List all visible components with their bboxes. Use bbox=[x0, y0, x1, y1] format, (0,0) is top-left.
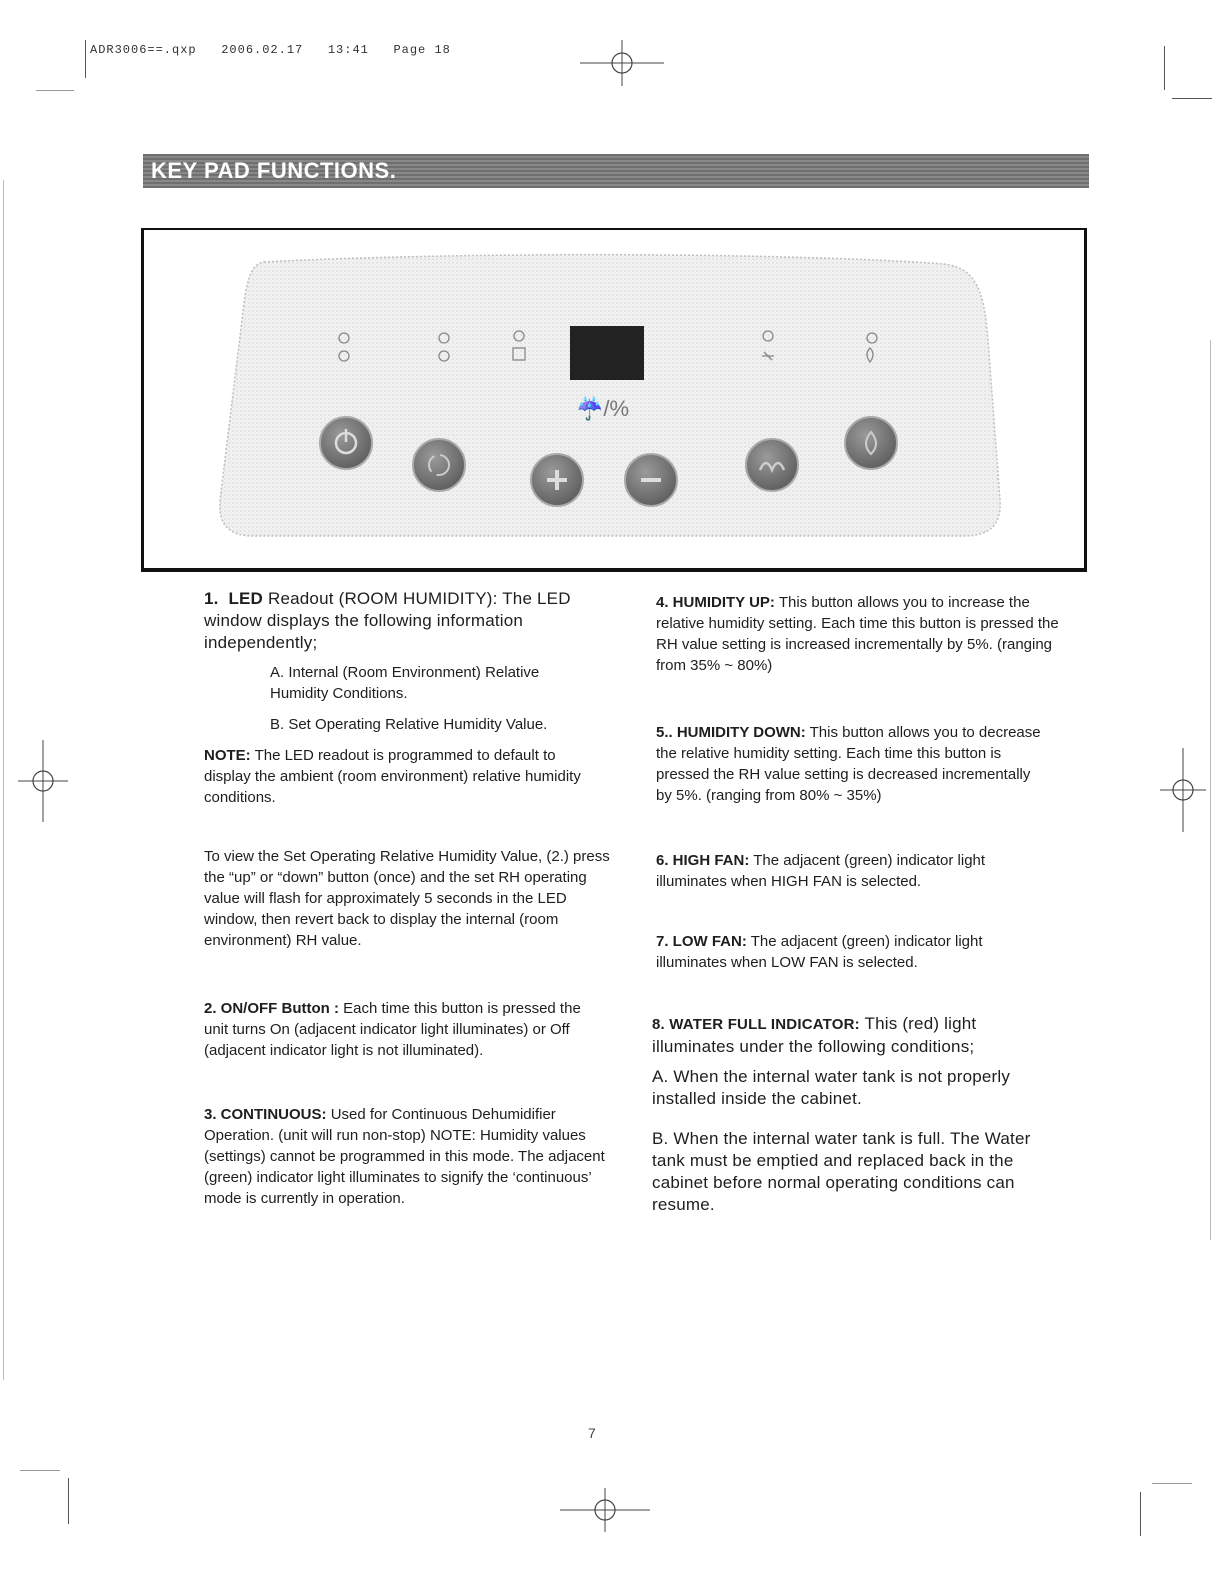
item-8-heading: 8. WATER FULL INDICATOR: bbox=[652, 1016, 860, 1033]
item-7-text: The adjacent (green) indicator light illuminates when LOW FAN is selected. bbox=[656, 933, 983, 971]
section-banner bbox=[143, 154, 1089, 188]
item-3-continuous bbox=[204, 1104, 610, 1209]
registration-mark-left bbox=[18, 740, 68, 822]
item-2-heading: 2. ON/OFF Button : bbox=[204, 1000, 339, 1017]
page-number: 7 bbox=[588, 1425, 596, 1441]
display-label: ☔/% bbox=[576, 396, 630, 421]
item-5-text: This button allows you to decrease the relative humidity setting. Each time this button is pressed the RH value setting is decreased incrementally by 5%. (ranging from 80% ~ 35%) bbox=[656, 724, 1041, 804]
item-1-led-readout bbox=[204, 588, 624, 808]
section-title: KEY PAD FUNCTIONS. bbox=[151, 158, 397, 183]
item-4-humidity-up bbox=[656, 592, 1064, 676]
item-5-heading: 5.. HUMIDITY DOWN: bbox=[656, 724, 806, 741]
item-8-text: This (red) light illuminates under the following conditions; bbox=[652, 1014, 977, 1056]
item-2-text: Each time this button is pressed the unit turns On (adjacent indicator light illuminates) or Off (adjacent indicator light is not illuminated). bbox=[204, 1000, 581, 1059]
humidity-down-button bbox=[625, 454, 677, 506]
item-5-humidity-down bbox=[656, 722, 1046, 806]
item-4-text: This button allows you to increase the relative humidity setting. Each time this button is pressed the RH value setting is increased incrementally by 5%. (ranging from 35% ~ 80%) bbox=[656, 594, 1059, 674]
view-set-value-paragraph bbox=[204, 846, 614, 951]
note-label: NOTE: bbox=[204, 747, 251, 764]
item-6-text: The adjacent (green) indicator light illuminates when HIGH FAN is selected. bbox=[656, 852, 986, 890]
item-6-high-fan bbox=[656, 850, 1056, 892]
water-full-button bbox=[845, 417, 897, 469]
keypad-figure bbox=[141, 228, 1087, 572]
led-display bbox=[570, 326, 644, 380]
continuous-button bbox=[413, 439, 465, 491]
registration-mark-bottom bbox=[560, 1488, 650, 1532]
keypad-illustration bbox=[144, 230, 1084, 568]
item-7-low-fan bbox=[656, 931, 1056, 973]
item-4-heading: 4. HUMIDITY UP: bbox=[656, 594, 775, 611]
item-1-note bbox=[204, 745, 596, 808]
item-2-on-off bbox=[204, 998, 604, 1061]
print-slug: ADR3006==.qxp 2006.02.17 13:41 Page 18 bbox=[90, 43, 451, 57]
note-text: The LED readout is programmed to default to display the ambient (room environment) relative humidity conditions. bbox=[204, 747, 581, 806]
item-7-heading: 7. LOW FAN: bbox=[656, 933, 747, 950]
registration-mark-right bbox=[1160, 748, 1206, 832]
item-1-sub-b: B. Set Operating Relative Humidity Value. bbox=[270, 716, 548, 733]
item-8-water-full bbox=[652, 1013, 1062, 1216]
item-8-sub-b: B. When the internal water tank is full. The Water tank must be emptied and replaced back in the cabinet before normal operating conditions can resume. bbox=[652, 1129, 1031, 1214]
item-3-heading: 3. CONTINUOUS: bbox=[204, 1106, 327, 1123]
item-3-text: Used for Continuous Dehumidifier Operation. (unit will run non-stop) NOTE: Humidity values (settings) cannot be programmed in this mode. The adjacent (green) indicator light illuminates to signify the ‘continuous’ mode is currently in operation. bbox=[204, 1106, 605, 1207]
item-1-sub-a: A. Internal (Room Environment) Relative Humidity Conditions. bbox=[270, 664, 540, 702]
item-1-text: Readout (ROOM HUMIDITY): The LED window displays the following information independently; bbox=[204, 589, 571, 652]
item-6-heading: 6. HIGH FAN: bbox=[656, 852, 750, 869]
on-off-button bbox=[320, 417, 372, 469]
humidity-up-button bbox=[531, 454, 583, 506]
item-1-heading: LED bbox=[228, 589, 264, 608]
item-1-number: 1. bbox=[204, 589, 219, 608]
registration-mark-top bbox=[580, 40, 664, 86]
item-8-sub-a: A. When the internal water tank is not properly installed inside the cabinet. bbox=[652, 1067, 1011, 1108]
view-paragraph: To view the Set Operating Relative Humidity Value, (2.) press the “up” or “down” button (once) and the set RH operating value will flash for approximately 5 seconds in the LED window, then revert back to display the internal (room environment) RH value. bbox=[204, 848, 610, 949]
fan-speed-button bbox=[746, 439, 798, 491]
